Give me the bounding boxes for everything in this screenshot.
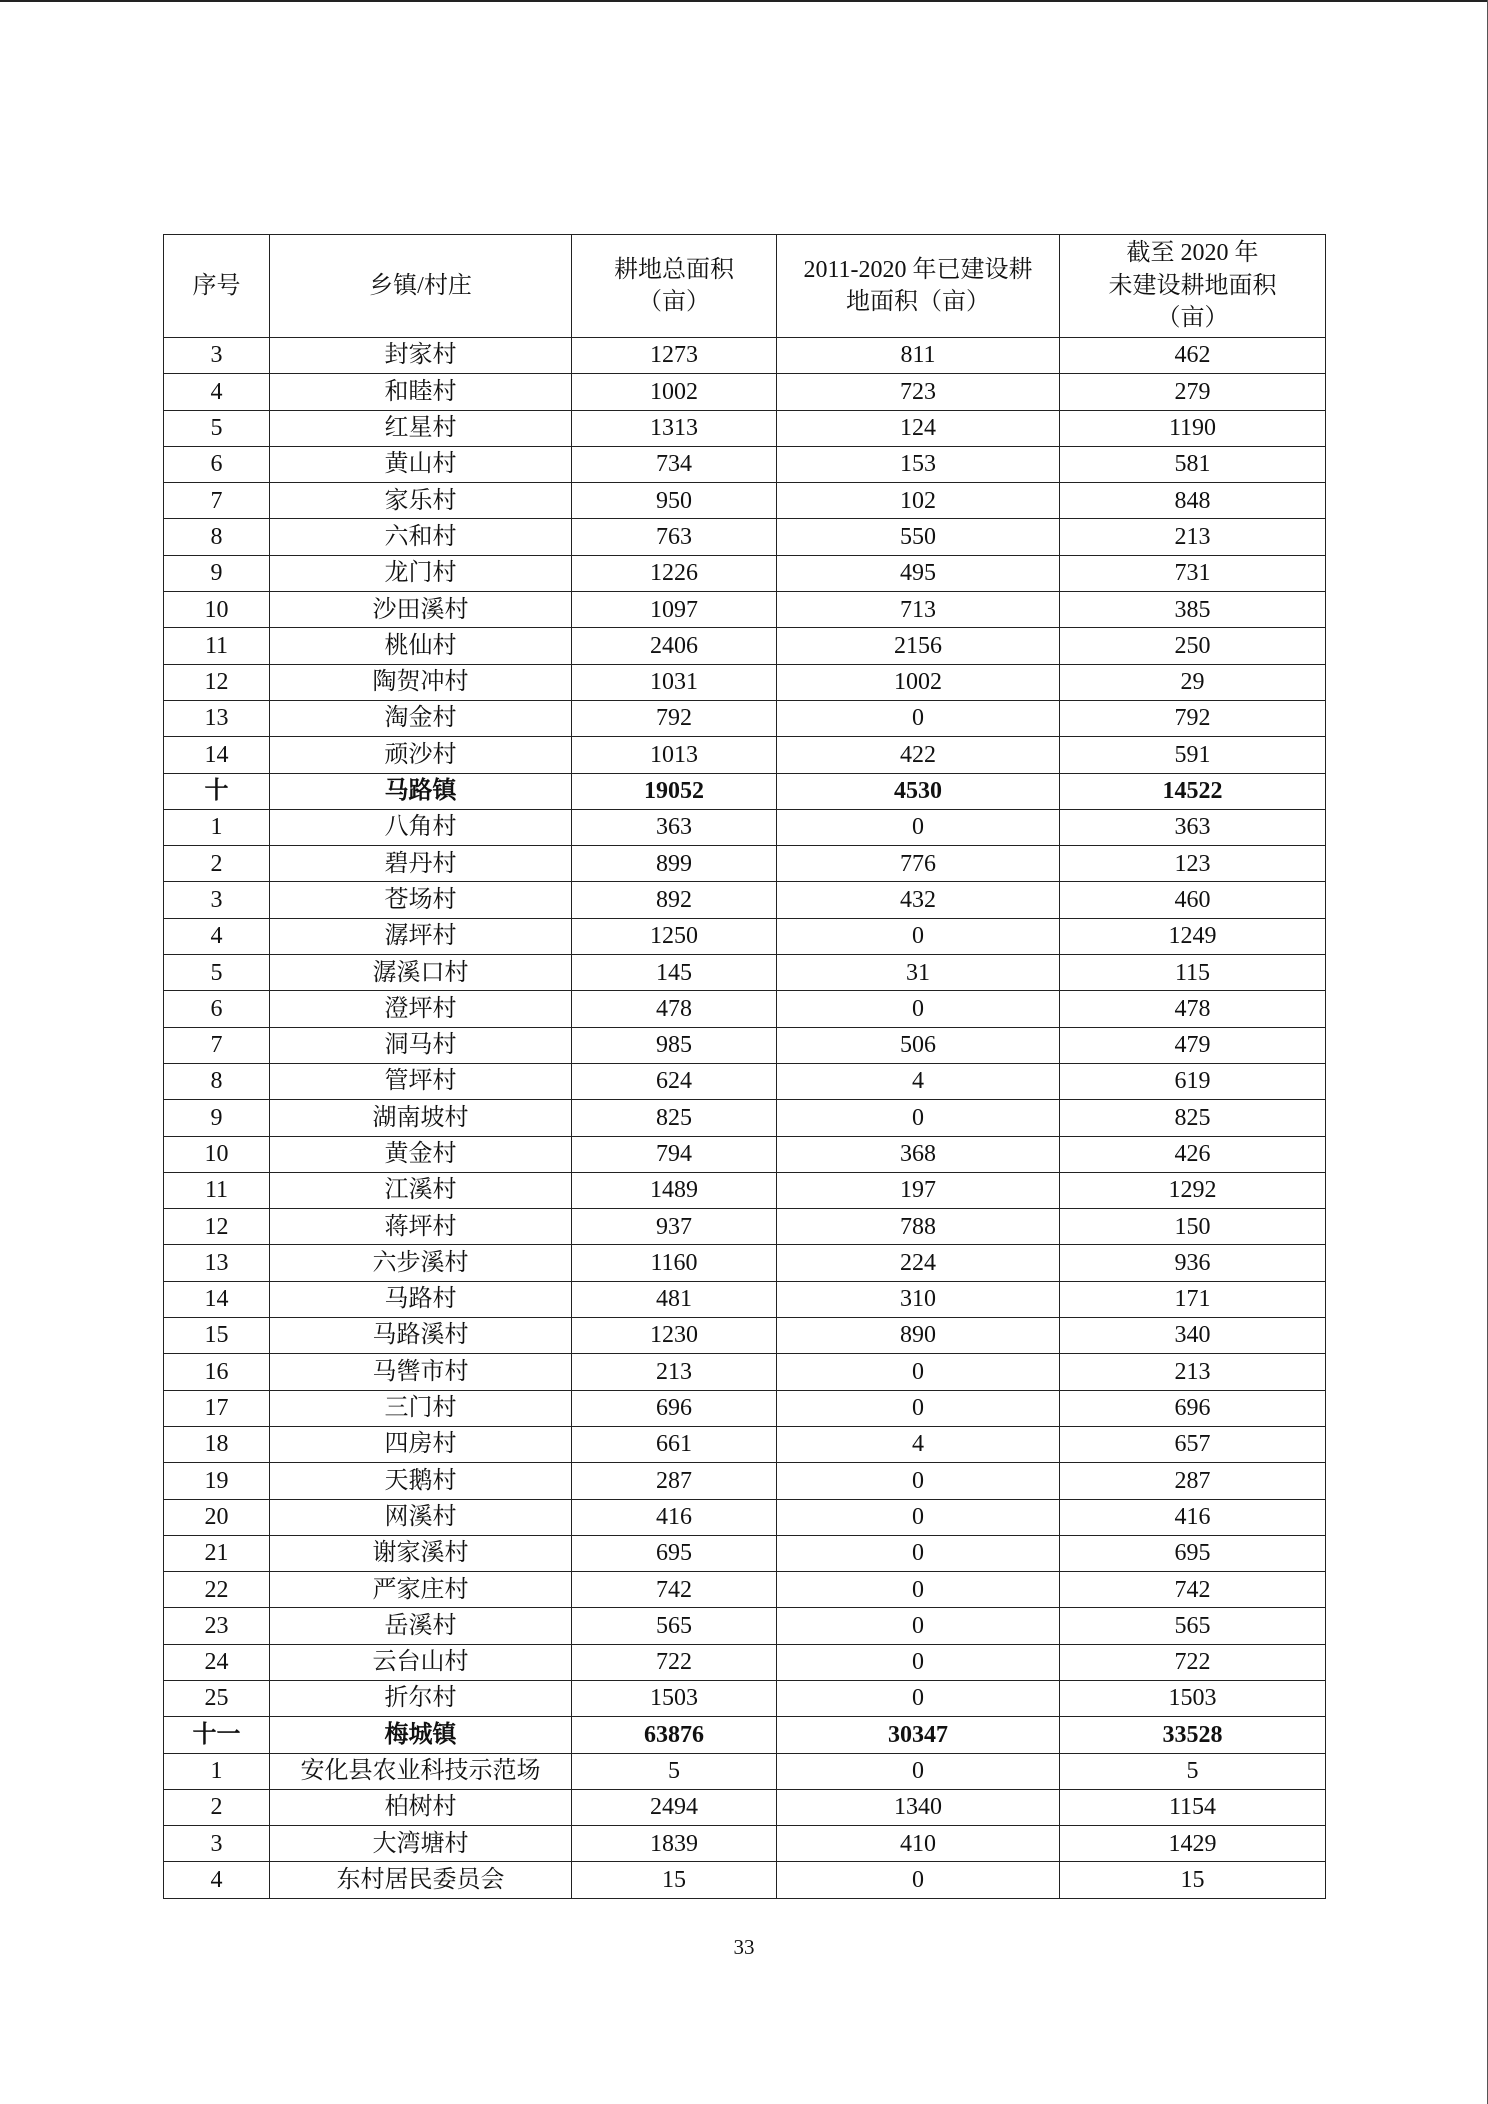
cell-built-area: 422 bbox=[777, 737, 1060, 773]
cell-total-area: 950 bbox=[572, 483, 777, 519]
table-row bbox=[164, 483, 1326, 519]
cell-total-area: 734 bbox=[572, 446, 777, 482]
cell-town-village: 马路村 bbox=[270, 1281, 572, 1317]
cell-total-area: 5 bbox=[572, 1753, 777, 1789]
cell-built-area: 776 bbox=[777, 846, 1060, 882]
table-row bbox=[164, 338, 1326, 374]
cell-unbuilt-area: 385 bbox=[1060, 592, 1326, 628]
cell-unbuilt-area: 1190 bbox=[1060, 410, 1326, 446]
cell-total-area: 478 bbox=[572, 991, 777, 1027]
cell-built-area: 0 bbox=[777, 1463, 1060, 1499]
cell-unbuilt-area: 936 bbox=[1060, 1245, 1326, 1281]
cell-unbuilt-area: 1154 bbox=[1060, 1789, 1326, 1825]
table-row bbox=[164, 1172, 1326, 1208]
cell-unbuilt-area: 722 bbox=[1060, 1644, 1326, 1680]
cell-total-area: 287 bbox=[572, 1463, 777, 1499]
cell-town-village: 网溪村 bbox=[270, 1499, 572, 1535]
cell-town-village: 六和村 bbox=[270, 519, 572, 555]
header-town-village: 乡镇/村庄 bbox=[270, 235, 572, 338]
cell-built-area: 0 bbox=[777, 1608, 1060, 1644]
cell-town-village: 江溪村 bbox=[270, 1172, 572, 1208]
table-row bbox=[164, 1535, 1326, 1571]
cell-town-village: 黄山村 bbox=[270, 446, 572, 482]
cell-total-area: 1313 bbox=[572, 410, 777, 446]
cell-town-village: 黄金村 bbox=[270, 1136, 572, 1172]
table-row bbox=[164, 1136, 1326, 1172]
cell-town-village: 陶贺冲村 bbox=[270, 664, 572, 700]
cell-serial-number: 22 bbox=[164, 1572, 270, 1608]
cell-unbuilt-area: 279 bbox=[1060, 374, 1326, 410]
table-row bbox=[164, 1318, 1326, 1354]
cell-town-village: 湖南坡村 bbox=[270, 1100, 572, 1136]
cell-town-village: 严家庄村 bbox=[270, 1572, 572, 1608]
cell-serial-number: 1 bbox=[164, 1753, 270, 1789]
cell-serial-number: 25 bbox=[164, 1680, 270, 1716]
header-total-farmland-area: 耕地总面积 （亩） bbox=[572, 235, 777, 338]
cell-unbuilt-area: 479 bbox=[1060, 1027, 1326, 1063]
cell-town-village: 管坪村 bbox=[270, 1063, 572, 1099]
cell-serial-number: 13 bbox=[164, 1245, 270, 1281]
cell-town-village: 和睦村 bbox=[270, 374, 572, 410]
cell-town-village: 安化县农业科技示范场 bbox=[270, 1753, 572, 1789]
cell-town-village: 三门村 bbox=[270, 1390, 572, 1426]
cell-total-area: 1097 bbox=[572, 592, 777, 628]
cell-unbuilt-area: 591 bbox=[1060, 737, 1326, 773]
cell-town-village: 碧丹村 bbox=[270, 846, 572, 882]
cell-serial-number: 18 bbox=[164, 1426, 270, 1462]
cell-total-area: 15 bbox=[572, 1862, 777, 1898]
cell-built-area: 0 bbox=[777, 1644, 1060, 1680]
cell-serial-number: 17 bbox=[164, 1390, 270, 1426]
table-row bbox=[164, 374, 1326, 410]
cell-unbuilt-area: 426 bbox=[1060, 1136, 1326, 1172]
cell-total-area: 1273 bbox=[572, 338, 777, 374]
cell-total-area: 899 bbox=[572, 846, 777, 882]
cell-town-village: 八角村 bbox=[270, 809, 572, 845]
cell-total-area: 742 bbox=[572, 1572, 777, 1608]
cell-town-village: 家乐村 bbox=[270, 483, 572, 519]
cell-built-area: 1340 bbox=[777, 1789, 1060, 1825]
cell-town-village: 苍场村 bbox=[270, 882, 572, 918]
table-row-subtotal bbox=[164, 773, 1326, 809]
cell-unbuilt-area: 460 bbox=[1060, 882, 1326, 918]
table-row bbox=[164, 1826, 1326, 1862]
table-row bbox=[164, 555, 1326, 591]
cell-total-area: 937 bbox=[572, 1209, 777, 1245]
cell-unbuilt-area: 696 bbox=[1060, 1390, 1326, 1426]
cell-built-area: 890 bbox=[777, 1318, 1060, 1354]
cell-serial-number: 20 bbox=[164, 1499, 270, 1535]
cell-built-area: 0 bbox=[777, 1354, 1060, 1390]
cell-unbuilt-area: 33528 bbox=[1060, 1717, 1326, 1753]
table-header-row bbox=[164, 235, 1326, 338]
cell-town-village: 柏树村 bbox=[270, 1789, 572, 1825]
cell-built-area: 0 bbox=[777, 700, 1060, 736]
cell-serial-number: 19 bbox=[164, 1463, 270, 1499]
table-row bbox=[164, 1789, 1326, 1825]
cell-total-area: 1839 bbox=[572, 1826, 777, 1862]
cell-total-area: 481 bbox=[572, 1281, 777, 1317]
cell-unbuilt-area: 619 bbox=[1060, 1063, 1326, 1099]
cell-total-area: 1226 bbox=[572, 555, 777, 591]
cell-serial-number: 6 bbox=[164, 991, 270, 1027]
table-row bbox=[164, 1426, 1326, 1462]
cell-total-area: 794 bbox=[572, 1136, 777, 1172]
cell-serial-number: 1 bbox=[164, 809, 270, 845]
cell-unbuilt-area: 29 bbox=[1060, 664, 1326, 700]
cell-town-village: 折尔村 bbox=[270, 1680, 572, 1716]
cell-unbuilt-area: 731 bbox=[1060, 555, 1326, 591]
cell-town-village: 淘金村 bbox=[270, 700, 572, 736]
cell-total-area: 722 bbox=[572, 1644, 777, 1680]
table-row bbox=[164, 1354, 1326, 1390]
table-row bbox=[164, 737, 1326, 773]
cell-total-area: 1002 bbox=[572, 374, 777, 410]
cell-built-area: 4530 bbox=[777, 773, 1060, 809]
cell-unbuilt-area: 213 bbox=[1060, 519, 1326, 555]
table-row bbox=[164, 700, 1326, 736]
cell-serial-number: 21 bbox=[164, 1535, 270, 1571]
cell-unbuilt-area: 1503 bbox=[1060, 1680, 1326, 1716]
cell-unbuilt-area: 657 bbox=[1060, 1426, 1326, 1462]
cell-total-area: 1230 bbox=[572, 1318, 777, 1354]
cell-town-village: 梅城镇 bbox=[270, 1717, 572, 1753]
cell-built-area: 432 bbox=[777, 882, 1060, 918]
cell-town-village: 六步溪村 bbox=[270, 1245, 572, 1281]
cell-town-village: 洞马村 bbox=[270, 1027, 572, 1063]
table-row bbox=[164, 410, 1326, 446]
cell-town-village: 马路镇 bbox=[270, 773, 572, 809]
cell-built-area: 124 bbox=[777, 410, 1060, 446]
cell-town-village: 四房村 bbox=[270, 1426, 572, 1462]
cell-serial-number: 十 bbox=[164, 773, 270, 809]
cell-town-village: 龙门村 bbox=[270, 555, 572, 591]
cell-serial-number: 3 bbox=[164, 1826, 270, 1862]
cell-total-area: 565 bbox=[572, 1608, 777, 1644]
header-unbuilt-farmland-area: 截至 2020 年 未建设耕地面积 （亩） bbox=[1060, 235, 1326, 338]
table-row bbox=[164, 592, 1326, 628]
cell-unbuilt-area: 565 bbox=[1060, 1608, 1326, 1644]
cell-unbuilt-area: 287 bbox=[1060, 1463, 1326, 1499]
cell-town-village: 大湾塘村 bbox=[270, 1826, 572, 1862]
cell-unbuilt-area: 478 bbox=[1060, 991, 1326, 1027]
cell-built-area: 0 bbox=[777, 1390, 1060, 1426]
cell-serial-number: 2 bbox=[164, 1789, 270, 1825]
cell-serial-number: 8 bbox=[164, 1063, 270, 1099]
cell-total-area: 695 bbox=[572, 1535, 777, 1571]
cell-built-area: 811 bbox=[777, 338, 1060, 374]
cell-total-area: 1160 bbox=[572, 1245, 777, 1281]
cell-serial-number: 13 bbox=[164, 700, 270, 736]
cell-built-area: 410 bbox=[777, 1826, 1060, 1862]
table-row bbox=[164, 955, 1326, 991]
header-serial-number: 序号 bbox=[164, 235, 270, 338]
cell-town-village: 蒋坪村 bbox=[270, 1209, 572, 1245]
cell-total-area: 416 bbox=[572, 1499, 777, 1535]
cell-built-area: 30347 bbox=[777, 1717, 1060, 1753]
cell-total-area: 1013 bbox=[572, 737, 777, 773]
cell-town-village: 封家村 bbox=[270, 338, 572, 374]
cell-built-area: 0 bbox=[777, 1753, 1060, 1789]
cell-serial-number: 4 bbox=[164, 1862, 270, 1898]
cell-total-area: 1489 bbox=[572, 1172, 777, 1208]
cell-total-area: 1031 bbox=[572, 664, 777, 700]
cell-unbuilt-area: 15 bbox=[1060, 1862, 1326, 1898]
cell-serial-number: 11 bbox=[164, 1172, 270, 1208]
cell-built-area: 153 bbox=[777, 446, 1060, 482]
cell-built-area: 310 bbox=[777, 1281, 1060, 1317]
cell-built-area: 224 bbox=[777, 1245, 1060, 1281]
cell-serial-number: 24 bbox=[164, 1644, 270, 1680]
farmland-table bbox=[163, 234, 1326, 1899]
cell-serial-number: 5 bbox=[164, 955, 270, 991]
cell-serial-number: 15 bbox=[164, 1318, 270, 1354]
table-row bbox=[164, 446, 1326, 482]
cell-serial-number: 9 bbox=[164, 555, 270, 591]
cell-serial-number: 12 bbox=[164, 664, 270, 700]
cell-total-area: 892 bbox=[572, 882, 777, 918]
table-row bbox=[164, 1753, 1326, 1789]
cell-unbuilt-area: 416 bbox=[1060, 1499, 1326, 1535]
cell-total-area: 763 bbox=[572, 519, 777, 555]
cell-built-area: 788 bbox=[777, 1209, 1060, 1245]
cell-total-area: 19052 bbox=[572, 773, 777, 809]
cell-unbuilt-area: 462 bbox=[1060, 338, 1326, 374]
cell-total-area: 2406 bbox=[572, 628, 777, 664]
cell-total-area: 624 bbox=[572, 1063, 777, 1099]
cell-serial-number: 7 bbox=[164, 483, 270, 519]
cell-town-village: 潺坪村 bbox=[270, 918, 572, 954]
cell-built-area: 0 bbox=[777, 1100, 1060, 1136]
cell-total-area: 825 bbox=[572, 1100, 777, 1136]
table-row bbox=[164, 628, 1326, 664]
cell-built-area: 1002 bbox=[777, 664, 1060, 700]
cell-unbuilt-area: 123 bbox=[1060, 846, 1326, 882]
table-row bbox=[164, 918, 1326, 954]
cell-total-area: 1250 bbox=[572, 918, 777, 954]
cell-unbuilt-area: 213 bbox=[1060, 1354, 1326, 1390]
cell-unbuilt-area: 363 bbox=[1060, 809, 1326, 845]
cell-town-village: 澄坪村 bbox=[270, 991, 572, 1027]
cell-serial-number: 8 bbox=[164, 519, 270, 555]
cell-total-area: 363 bbox=[572, 809, 777, 845]
cell-unbuilt-area: 792 bbox=[1060, 700, 1326, 736]
cell-unbuilt-area: 848 bbox=[1060, 483, 1326, 519]
table-row bbox=[164, 1463, 1326, 1499]
cell-unbuilt-area: 5 bbox=[1060, 1753, 1326, 1789]
cell-town-village: 马辔市村 bbox=[270, 1354, 572, 1390]
cell-built-area: 197 bbox=[777, 1172, 1060, 1208]
cell-serial-number: 6 bbox=[164, 446, 270, 482]
cell-serial-number: 3 bbox=[164, 338, 270, 374]
cell-built-area: 0 bbox=[777, 809, 1060, 845]
table-row bbox=[164, 519, 1326, 555]
cell-total-area: 661 bbox=[572, 1426, 777, 1462]
cell-built-area: 4 bbox=[777, 1426, 1060, 1462]
cell-built-area: 495 bbox=[777, 555, 1060, 591]
cell-serial-number: 5 bbox=[164, 410, 270, 446]
cell-built-area: 0 bbox=[777, 1680, 1060, 1716]
cell-unbuilt-area: 1249 bbox=[1060, 918, 1326, 954]
cell-unbuilt-area: 695 bbox=[1060, 1535, 1326, 1571]
table-row bbox=[164, 1209, 1326, 1245]
cell-serial-number: 10 bbox=[164, 1136, 270, 1172]
table-row bbox=[164, 1608, 1326, 1644]
cell-town-village: 天鹅村 bbox=[270, 1463, 572, 1499]
cell-serial-number: 16 bbox=[164, 1354, 270, 1390]
table-row bbox=[164, 1281, 1326, 1317]
cell-serial-number: 2 bbox=[164, 846, 270, 882]
cell-built-area: 102 bbox=[777, 483, 1060, 519]
table-row bbox=[164, 664, 1326, 700]
cell-built-area: 550 bbox=[777, 519, 1060, 555]
cell-serial-number: 4 bbox=[164, 374, 270, 410]
table-row bbox=[164, 1572, 1326, 1608]
cell-built-area: 0 bbox=[777, 1535, 1060, 1571]
cell-town-village: 顽沙村 bbox=[270, 737, 572, 773]
cell-unbuilt-area: 250 bbox=[1060, 628, 1326, 664]
cell-total-area: 1503 bbox=[572, 1680, 777, 1716]
cell-unbuilt-area: 171 bbox=[1060, 1281, 1326, 1317]
table-row bbox=[164, 1027, 1326, 1063]
cell-town-village: 谢家溪村 bbox=[270, 1535, 572, 1571]
cell-total-area: 145 bbox=[572, 955, 777, 991]
cell-total-area: 792 bbox=[572, 700, 777, 736]
table-row bbox=[164, 1862, 1326, 1898]
cell-built-area: 0 bbox=[777, 1499, 1060, 1535]
cell-unbuilt-area: 14522 bbox=[1060, 773, 1326, 809]
cell-built-area: 723 bbox=[777, 374, 1060, 410]
table-row bbox=[164, 991, 1326, 1027]
cell-town-village: 东村居民委员会 bbox=[270, 1862, 572, 1898]
cell-serial-number: 十一 bbox=[164, 1717, 270, 1753]
cell-total-area: 213 bbox=[572, 1354, 777, 1390]
cell-serial-number: 4 bbox=[164, 918, 270, 954]
cell-serial-number: 11 bbox=[164, 628, 270, 664]
cell-built-area: 0 bbox=[777, 918, 1060, 954]
cell-serial-number: 14 bbox=[164, 737, 270, 773]
cell-town-village: 岳溪村 bbox=[270, 1608, 572, 1644]
cell-unbuilt-area: 581 bbox=[1060, 446, 1326, 482]
table-row bbox=[164, 1644, 1326, 1680]
cell-serial-number: 3 bbox=[164, 882, 270, 918]
table-row bbox=[164, 1390, 1326, 1426]
cell-serial-number: 10 bbox=[164, 592, 270, 628]
cell-town-village: 桃仙村 bbox=[270, 628, 572, 664]
cell-town-village: 云台山村 bbox=[270, 1644, 572, 1680]
cell-serial-number: 7 bbox=[164, 1027, 270, 1063]
table-body bbox=[164, 338, 1326, 1899]
cell-total-area: 63876 bbox=[572, 1717, 777, 1753]
cell-unbuilt-area: 1429 bbox=[1060, 1826, 1326, 1862]
cell-built-area: 31 bbox=[777, 955, 1060, 991]
cell-unbuilt-area: 340 bbox=[1060, 1318, 1326, 1354]
table-row bbox=[164, 1499, 1326, 1535]
cell-total-area: 696 bbox=[572, 1390, 777, 1426]
cell-serial-number: 9 bbox=[164, 1100, 270, 1136]
cell-built-area: 0 bbox=[777, 991, 1060, 1027]
cell-town-village: 沙田溪村 bbox=[270, 592, 572, 628]
page-top-border bbox=[0, 0, 1488, 2]
cell-serial-number: 14 bbox=[164, 1281, 270, 1317]
cell-unbuilt-area: 825 bbox=[1060, 1100, 1326, 1136]
cell-unbuilt-area: 115 bbox=[1060, 955, 1326, 991]
table-row bbox=[164, 1680, 1326, 1716]
cell-built-area: 368 bbox=[777, 1136, 1060, 1172]
table-row bbox=[164, 882, 1326, 918]
cell-total-area: 985 bbox=[572, 1027, 777, 1063]
cell-serial-number: 12 bbox=[164, 1209, 270, 1245]
cell-unbuilt-area: 150 bbox=[1060, 1209, 1326, 1245]
cell-town-village: 马路溪村 bbox=[270, 1318, 572, 1354]
cell-town-village: 潺溪口村 bbox=[270, 955, 572, 991]
table-row bbox=[164, 1245, 1326, 1281]
cell-built-area: 506 bbox=[777, 1027, 1060, 1063]
cell-unbuilt-area: 742 bbox=[1060, 1572, 1326, 1608]
cell-serial-number: 23 bbox=[164, 1608, 270, 1644]
cell-built-area: 0 bbox=[777, 1572, 1060, 1608]
table-row bbox=[164, 809, 1326, 845]
cell-built-area: 713 bbox=[777, 592, 1060, 628]
table-row bbox=[164, 846, 1326, 882]
header-built-farmland-area: 2011-2020 年已建设耕 地面积（亩） bbox=[777, 235, 1060, 338]
page-number: 33 bbox=[733, 1935, 755, 1959]
cell-total-area: 2494 bbox=[572, 1789, 777, 1825]
cell-unbuilt-area: 1292 bbox=[1060, 1172, 1326, 1208]
cell-built-area: 2156 bbox=[777, 628, 1060, 664]
cell-built-area: 0 bbox=[777, 1862, 1060, 1898]
cell-built-area: 4 bbox=[777, 1063, 1060, 1099]
table-row-subtotal bbox=[164, 1717, 1326, 1753]
table-row bbox=[164, 1063, 1326, 1099]
cell-town-village: 红星村 bbox=[270, 410, 572, 446]
table-row bbox=[164, 1100, 1326, 1136]
